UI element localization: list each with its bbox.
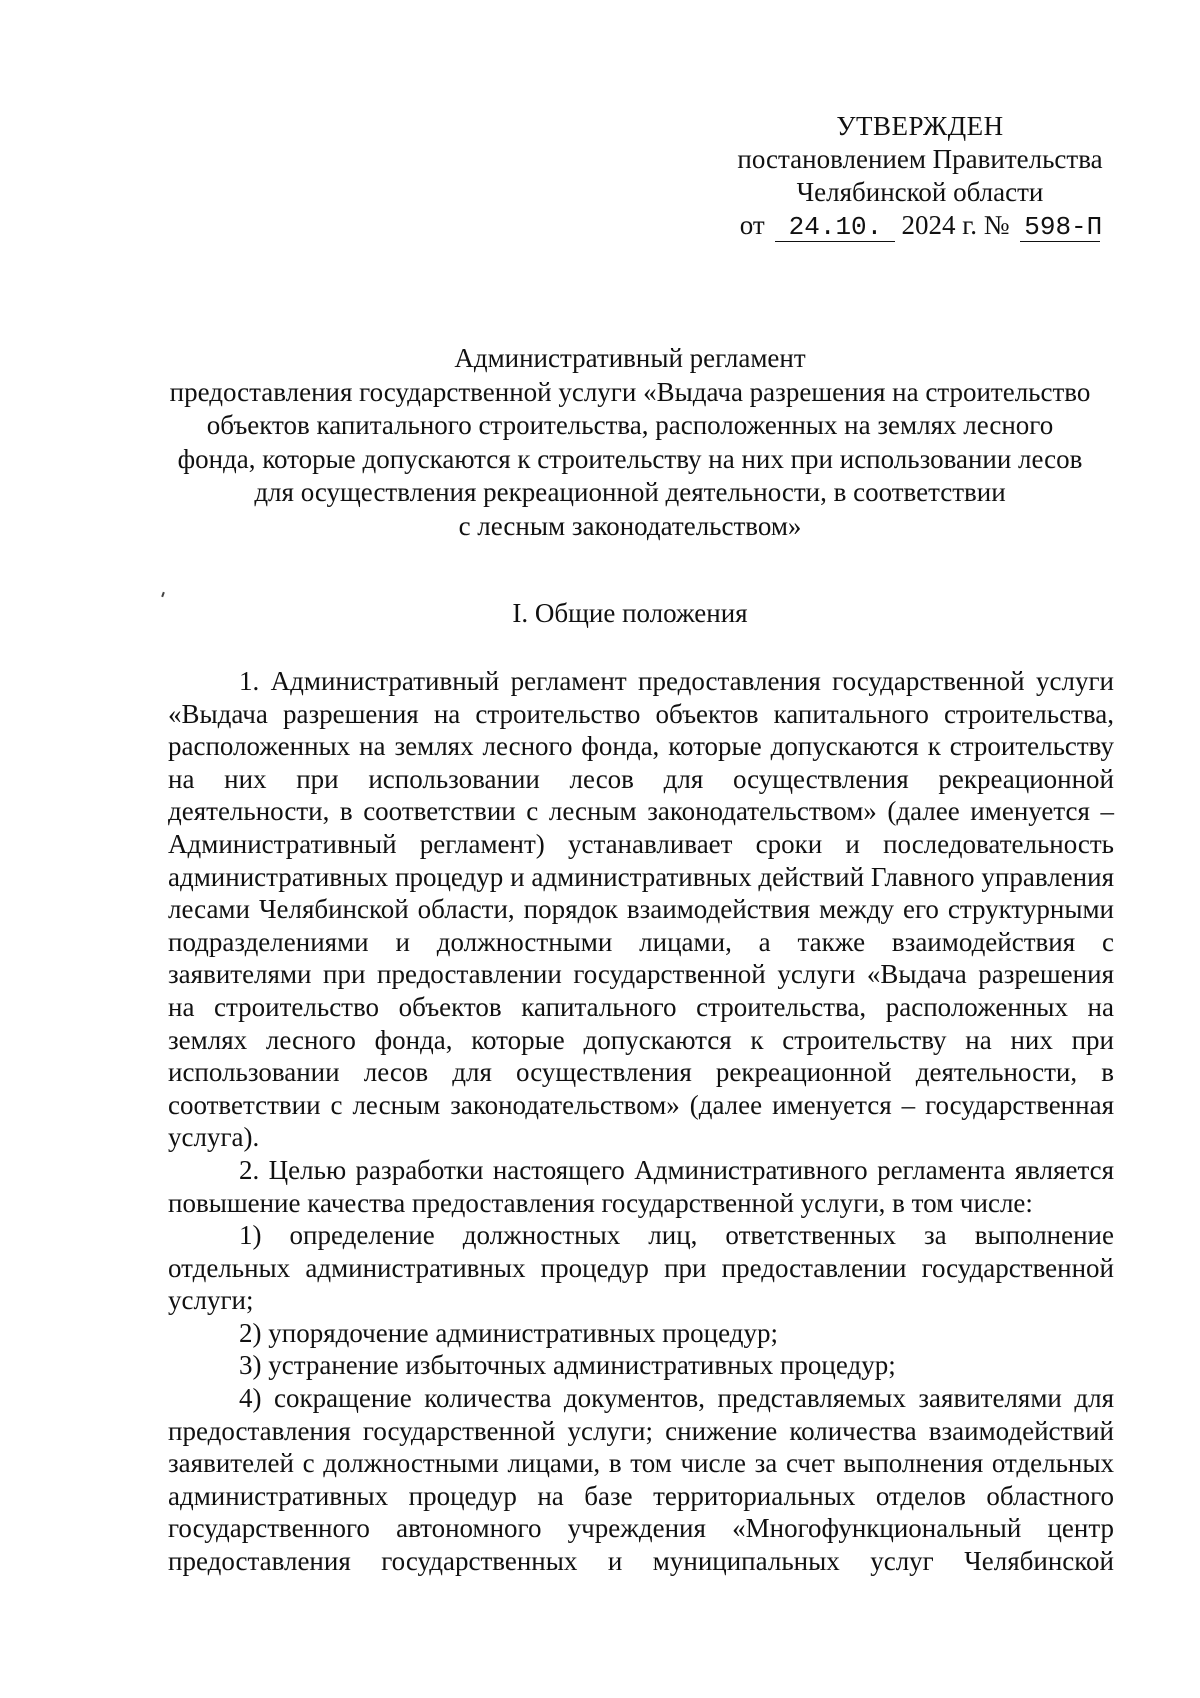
approval-line-1: постановлением Правительства [737,144,1103,174]
approval-date-value: 24.10. [775,213,895,242]
approval-date-line [730,209,1110,242]
list-item-4: 4) сокращение количества документов, представляемых заявителями для предоставления государственной услуги; снижение количества взаимодействий заявителей с должностными лицами, в том числе за счет выполнения отдельных административных процедур на базе территориальных отделов областного государственного автономного учреждения «Многофункциональный центр предоставления государственных и муниципальных услуг Челябинской [168,1383,1114,1577]
document-body [168,665,1114,1578]
title-line-4: фонда, которые допускаются к строительству на них при использовании лесов [177,443,1083,474]
title-line-2: предоставления государственной услуги «Выдача разрешения на строительство [169,376,1091,407]
document-title [140,342,1120,543]
list-item-2: 2) упорядочение административных процедур; [239,1317,778,1348]
year-text: 2024 г. № [901,210,1010,240]
title-line-3: объектов капитального строительства, расположенных на землях лесного [206,410,1054,440]
title-line-6: с лесным законодательством» [458,510,802,541]
paragraph-2: 2. Целью разработки настоящего Административного регламента является повышение качества предоставления государственной услуги, в том числе: [168,1154,1114,1218]
title-line-5: для осуществления рекреационной деятельности, в соответствии [254,477,1006,507]
date-prefix: от [739,210,765,240]
approval-heading: УТВЕРЖДЕН [836,111,1004,141]
approval-line-2: Челябинской области [796,177,1044,207]
title-line-1: Административный регламент [454,343,806,373]
list-item-1: 1) определение должностных лиц, ответственных за выполнение отдельных административных процедур при предоставлении государственной услуги; [168,1220,1114,1316]
list-item-3: 3) устранение избыточных административных процедур; [239,1350,896,1381]
approval-block [730,110,1110,242]
approval-number-value: 598-П [1020,213,1100,242]
paragraph-1: 1. Административный регламент предоставления государственной услуги «Выдача разрешения на строительство объектов капитального строительства, расположенных на землях лесного фонда, которые допускаются к строительству на них при использовании лесов для осуществления рекреационной деятельности, в соответствии с лесным законодательством» (далее именуется – Административный регламент) устанавливает сроки и последовательность административных процедур и административных действий Главного управления лесами Челябинской области, порядок взаимодействия между его структурными подразделениями и должностными лицами, а также взаимодействия с заявителями при предоставлении государственной услуги «Выдача разрешения на строительство объектов капитального строительства, расположенных на землях лесного фонда, которые допускаются к строительству на них при использовании лесов для осуществления рекреационной деятельности, в соответствии с лесным законодательством» (далее именуется – государственная услуга). [168,666,1114,1153]
section-heading: I. Общие положения [512,598,748,628]
